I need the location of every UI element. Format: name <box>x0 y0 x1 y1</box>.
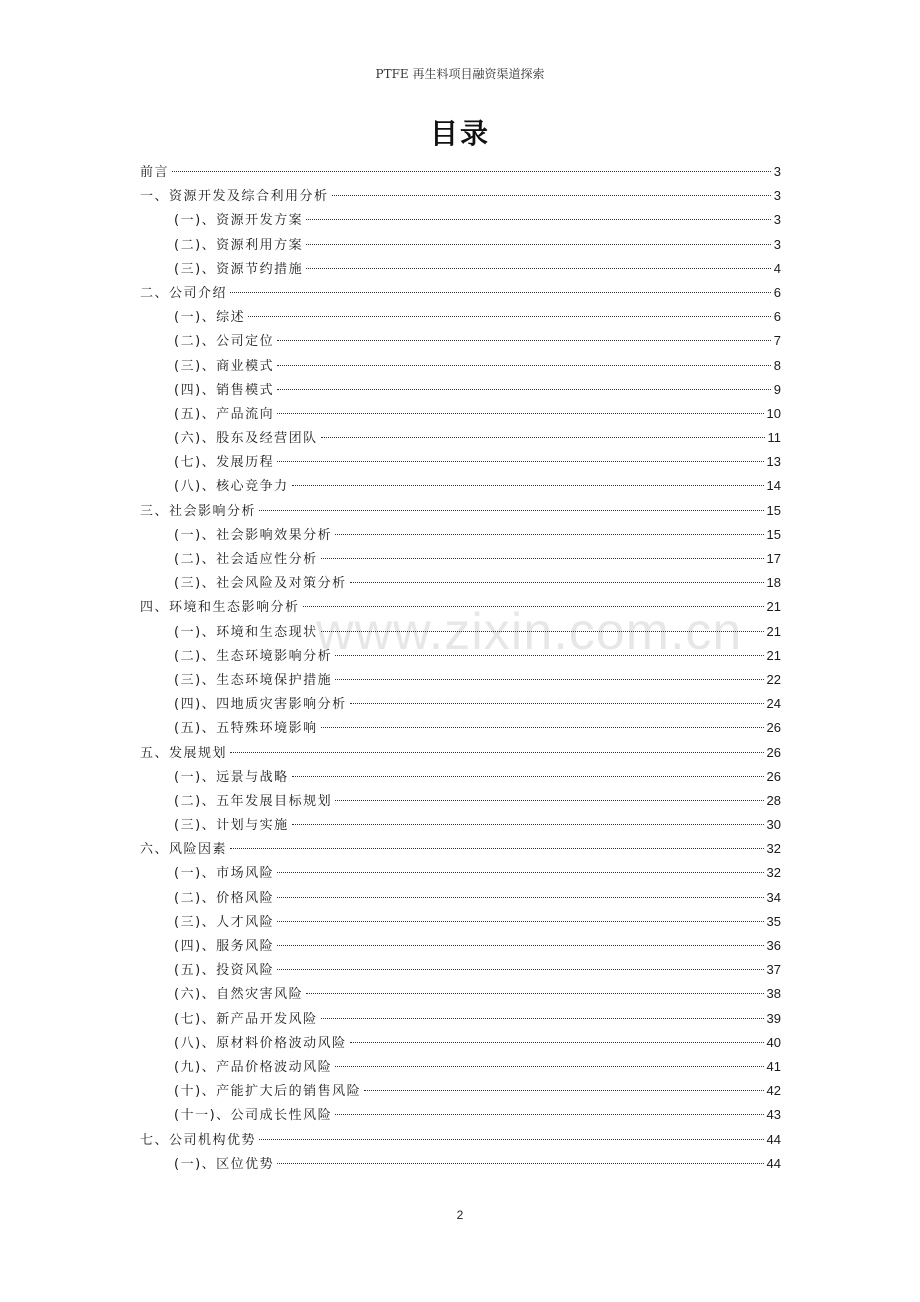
toc-section-entry[interactable] <box>140 571 781 595</box>
toc-section-entry[interactable] <box>140 982 781 1006</box>
toc-title: 目录 <box>429 117 490 150</box>
toc-entry-page-number: 32 <box>766 841 781 857</box>
toc-entry-page-number: 7 <box>773 333 781 349</box>
toc-section-entry[interactable] <box>140 1079 781 1103</box>
dot-leader <box>277 969 763 970</box>
toc-entry-page-number: 3 <box>773 188 781 204</box>
dot-leader <box>230 752 764 753</box>
toc-entry-label: (二)、五年发展目标规划 <box>174 793 333 809</box>
dot-leader <box>321 1018 764 1019</box>
toc-entry-page-number: 30 <box>766 817 781 833</box>
toc-entry-page-number: 8 <box>773 357 781 373</box>
toc-entry-label: (九)、产品价格波动风险 <box>174 1059 333 1075</box>
toc-entry-page-number: 3 <box>773 212 781 228</box>
toc-entry-label: (四)、四地质灾害影响分析 <box>174 697 347 713</box>
toc-section-entry[interactable] <box>140 233 781 257</box>
toc-section-entry[interactable] <box>140 861 781 885</box>
toc-section-entry[interactable] <box>140 692 781 716</box>
toc-section-entry[interactable] <box>140 716 781 740</box>
toc-entry-label: (一)、市场风险 <box>174 866 275 882</box>
toc-entry-label: (二)、价格风险 <box>174 890 275 906</box>
dot-leader <box>292 824 764 825</box>
toc-section-entry[interactable] <box>140 474 781 498</box>
toc-chapter-entry[interactable] <box>140 1128 781 1152</box>
toc-section-entry[interactable] <box>140 813 781 837</box>
toc-chapter-entry[interactable] <box>140 595 781 619</box>
toc-entry-page-number: 15 <box>766 502 781 518</box>
toc-chapter-entry[interactable] <box>140 160 781 184</box>
toc-entry-label: (一)、远景与战略 <box>174 769 289 785</box>
toc-entry-page-number: 18 <box>766 575 781 591</box>
dot-leader <box>277 413 763 414</box>
toc-entry-label: (三)、人才风险 <box>174 914 275 930</box>
toc-chapter-entry[interactable] <box>140 499 781 523</box>
toc-entry-page-number: 42 <box>766 1083 781 1099</box>
toc-entry-page-number: 6 <box>773 309 781 325</box>
toc-entry-page-number: 10 <box>766 405 781 421</box>
dot-leader <box>306 219 771 220</box>
dot-leader <box>306 244 771 245</box>
dot-leader <box>277 897 763 898</box>
toc-entry-page-number: 3 <box>773 236 781 252</box>
dot-leader <box>321 437 765 438</box>
toc-section-entry[interactable] <box>140 354 781 378</box>
toc-entry-label: (一)、区位优势 <box>174 1156 275 1172</box>
toc-section-entry[interactable] <box>140 1152 781 1176</box>
toc-entry-label: (一)、社会影响效果分析 <box>174 527 333 543</box>
dot-leader <box>335 1114 763 1115</box>
toc-section-entry[interactable] <box>140 305 781 329</box>
dot-leader <box>230 848 764 849</box>
toc-entry-label: (一)、综述 <box>174 310 246 326</box>
toc-section-entry[interactable] <box>140 208 781 232</box>
toc-entry-page-number: 35 <box>766 913 781 929</box>
toc-entry-page-number: 21 <box>766 623 781 639</box>
dot-leader <box>248 316 771 317</box>
dot-leader <box>303 606 764 607</box>
dot-leader <box>335 679 763 680</box>
toc-entry-page-number: 24 <box>766 696 781 712</box>
toc-entry-label: 三、社会影响分析 <box>140 503 257 519</box>
toc-section-entry[interactable] <box>140 402 781 426</box>
toc-entry-label: 四、环境和生态影响分析 <box>140 600 300 616</box>
toc-section-entry[interactable] <box>140 257 781 281</box>
toc-entry-label: (五)、产品流向 <box>174 406 275 422</box>
dot-leader <box>277 921 763 922</box>
toc-entry-label: 五、发展规划 <box>140 745 228 761</box>
toc-entry-page-number: 44 <box>766 1155 781 1171</box>
toc-entry-page-number: 9 <box>773 381 781 397</box>
dot-leader <box>350 703 764 704</box>
toc-entry-label: (五)、五特殊环境影响 <box>174 721 318 737</box>
dot-leader <box>335 534 763 535</box>
toc-section-entry[interactable] <box>140 450 781 474</box>
toc-section-entry[interactable] <box>140 547 781 571</box>
toc-entry-page-number: 13 <box>766 454 781 470</box>
dot-leader <box>292 776 764 777</box>
toc-entry-page-number: 14 <box>766 478 781 494</box>
toc-entry-label: (二)、公司定位 <box>174 334 275 350</box>
dot-leader <box>230 292 771 293</box>
running-header: PTFE 再生料项目融资渠道探索 <box>375 67 545 81</box>
dot-leader <box>335 800 763 801</box>
dot-leader <box>332 195 771 196</box>
toc-section-entry[interactable] <box>140 765 781 789</box>
toc-entry-page-number: 3 <box>773 164 781 179</box>
dot-leader <box>321 558 764 559</box>
toc-entry-page-number: 22 <box>766 671 781 687</box>
dot-leader <box>335 1066 763 1067</box>
toc-entry-label: (六)、自然灾害风险 <box>174 987 304 1003</box>
toc-entry-page-number: 15 <box>766 526 781 542</box>
dot-leader <box>277 872 763 873</box>
toc-entry-page-number: 41 <box>766 1058 781 1074</box>
page-number: 2 <box>456 1208 464 1222</box>
toc-entry-label: 二、公司介绍 <box>140 285 228 301</box>
dot-leader <box>277 1163 763 1164</box>
toc-section-entry[interactable] <box>140 1055 781 1079</box>
toc-section-entry[interactable] <box>140 378 781 402</box>
dot-leader <box>321 631 764 632</box>
toc-entry-page-number: 38 <box>766 986 781 1002</box>
toc-entry-label: (三)、社会风险及对策分析 <box>174 576 347 592</box>
dot-leader <box>172 171 771 172</box>
toc-entry-label: (三)、商业模式 <box>174 358 275 374</box>
dot-leader <box>277 365 771 366</box>
table-of-contents <box>140 160 781 1176</box>
toc-section-entry[interactable] <box>140 886 781 910</box>
dot-leader <box>335 655 763 656</box>
toc-entry-label: (八)、原材料价格波动风险 <box>174 1035 347 1051</box>
dot-leader <box>277 340 771 341</box>
dot-leader <box>277 945 763 946</box>
toc-entry-page-number: 40 <box>766 1034 781 1050</box>
toc-entry-page-number: 21 <box>766 647 781 663</box>
toc-entry-label: 六、风险因素 <box>140 842 228 858</box>
toc-entry-page-number: 36 <box>766 938 781 953</box>
toc-section-entry[interactable] <box>140 426 781 450</box>
dot-leader <box>350 1042 764 1043</box>
toc-chapter-entry[interactable] <box>140 184 781 208</box>
toc-section-entry[interactable] <box>140 1007 781 1031</box>
toc-entry-label: (六)、股东及经营团队 <box>174 431 318 447</box>
dot-leader <box>277 461 763 462</box>
toc-entry-label: (三)、资源节约措施 <box>174 261 304 277</box>
toc-entry-page-number: 26 <box>766 720 781 736</box>
dot-leader <box>321 727 764 728</box>
dot-leader <box>364 1090 763 1091</box>
dot-leader <box>306 993 763 994</box>
toc-entry-page-number: 37 <box>766 962 781 978</box>
toc-entry-label: (二)、社会适应性分析 <box>174 552 318 567</box>
toc-chapter-entry[interactable] <box>140 837 781 861</box>
dot-leader <box>350 582 764 583</box>
toc-section-entry[interactable] <box>140 958 781 982</box>
toc-entry-label: 前言 <box>140 165 170 180</box>
toc-entry-label: (四)、销售模式 <box>174 382 275 398</box>
toc-section-entry[interactable] <box>140 789 781 813</box>
dot-leader <box>277 389 771 390</box>
toc-entry-label: (二)、资源利用方案 <box>174 237 304 253</box>
toc-entry-label: (三)、计划与实施 <box>174 818 289 834</box>
toc-entry-page-number: 34 <box>766 889 781 905</box>
toc-entry-label: (四)、服务风险 <box>174 939 275 954</box>
watermark: www.zixin.com.cn <box>316 603 743 661</box>
toc-entry-page-number: 32 <box>766 865 781 881</box>
toc-entry-page-number: 26 <box>766 744 781 760</box>
dot-leader <box>259 1139 764 1140</box>
toc-entry-page-number: 11 <box>767 430 781 446</box>
toc-chapter-entry[interactable] <box>140 741 781 765</box>
toc-section-entry[interactable] <box>140 523 781 547</box>
toc-entry-page-number: 39 <box>766 1010 781 1026</box>
toc-section-entry[interactable] <box>140 934 781 958</box>
toc-chapter-entry[interactable] <box>140 281 781 305</box>
toc-entry-label: 七、公司机构优势 <box>140 1132 257 1148</box>
toc-entry-label: (八)、核心竞争力 <box>174 479 289 495</box>
toc-entry-label: (七)、新产品开发风险 <box>174 1011 318 1027</box>
toc-section-entry[interactable] <box>140 644 781 668</box>
toc-entry-page-number: 21 <box>766 599 781 615</box>
toc-entry-page-number: 6 <box>773 284 781 300</box>
dot-leader <box>306 268 771 269</box>
toc-entry-page-number: 44 <box>766 1131 781 1147</box>
toc-entry-label: 一、资源开发及综合利用分析 <box>140 189 329 205</box>
toc-entry-label: (二)、生态环境影响分析 <box>174 648 333 664</box>
toc-section-entry[interactable] <box>140 329 781 353</box>
toc-entry-page-number: 4 <box>773 260 781 276</box>
toc-entry-label: (一)、环境和生态现状 <box>174 624 318 640</box>
toc-entry-page-number: 28 <box>766 792 781 808</box>
toc-entry-label: (十一)、公司成长性风险 <box>174 1108 333 1124</box>
toc-entry-page-number: 17 <box>766 551 781 566</box>
toc-entry-label: (五)、投资风险 <box>174 963 275 979</box>
toc-entry-label: (七)、发展历程 <box>174 455 275 471</box>
toc-entry-page-number: 43 <box>766 1107 781 1123</box>
toc-section-entry[interactable] <box>140 620 781 644</box>
toc-entry-page-number: 26 <box>766 768 781 784</box>
toc-entry-label: (十)、产能扩大后的销售风险 <box>174 1084 362 1100</box>
toc-entry-label: (三)、生态环境保护措施 <box>174 672 333 688</box>
toc-section-entry[interactable] <box>140 668 781 692</box>
toc-section-entry[interactable] <box>140 1031 781 1055</box>
dot-leader <box>292 485 764 486</box>
toc-section-entry[interactable] <box>140 910 781 934</box>
dot-leader <box>259 510 764 511</box>
toc-section-entry[interactable] <box>140 1103 781 1127</box>
toc-entry-label: (一)、资源开发方案 <box>174 213 304 229</box>
